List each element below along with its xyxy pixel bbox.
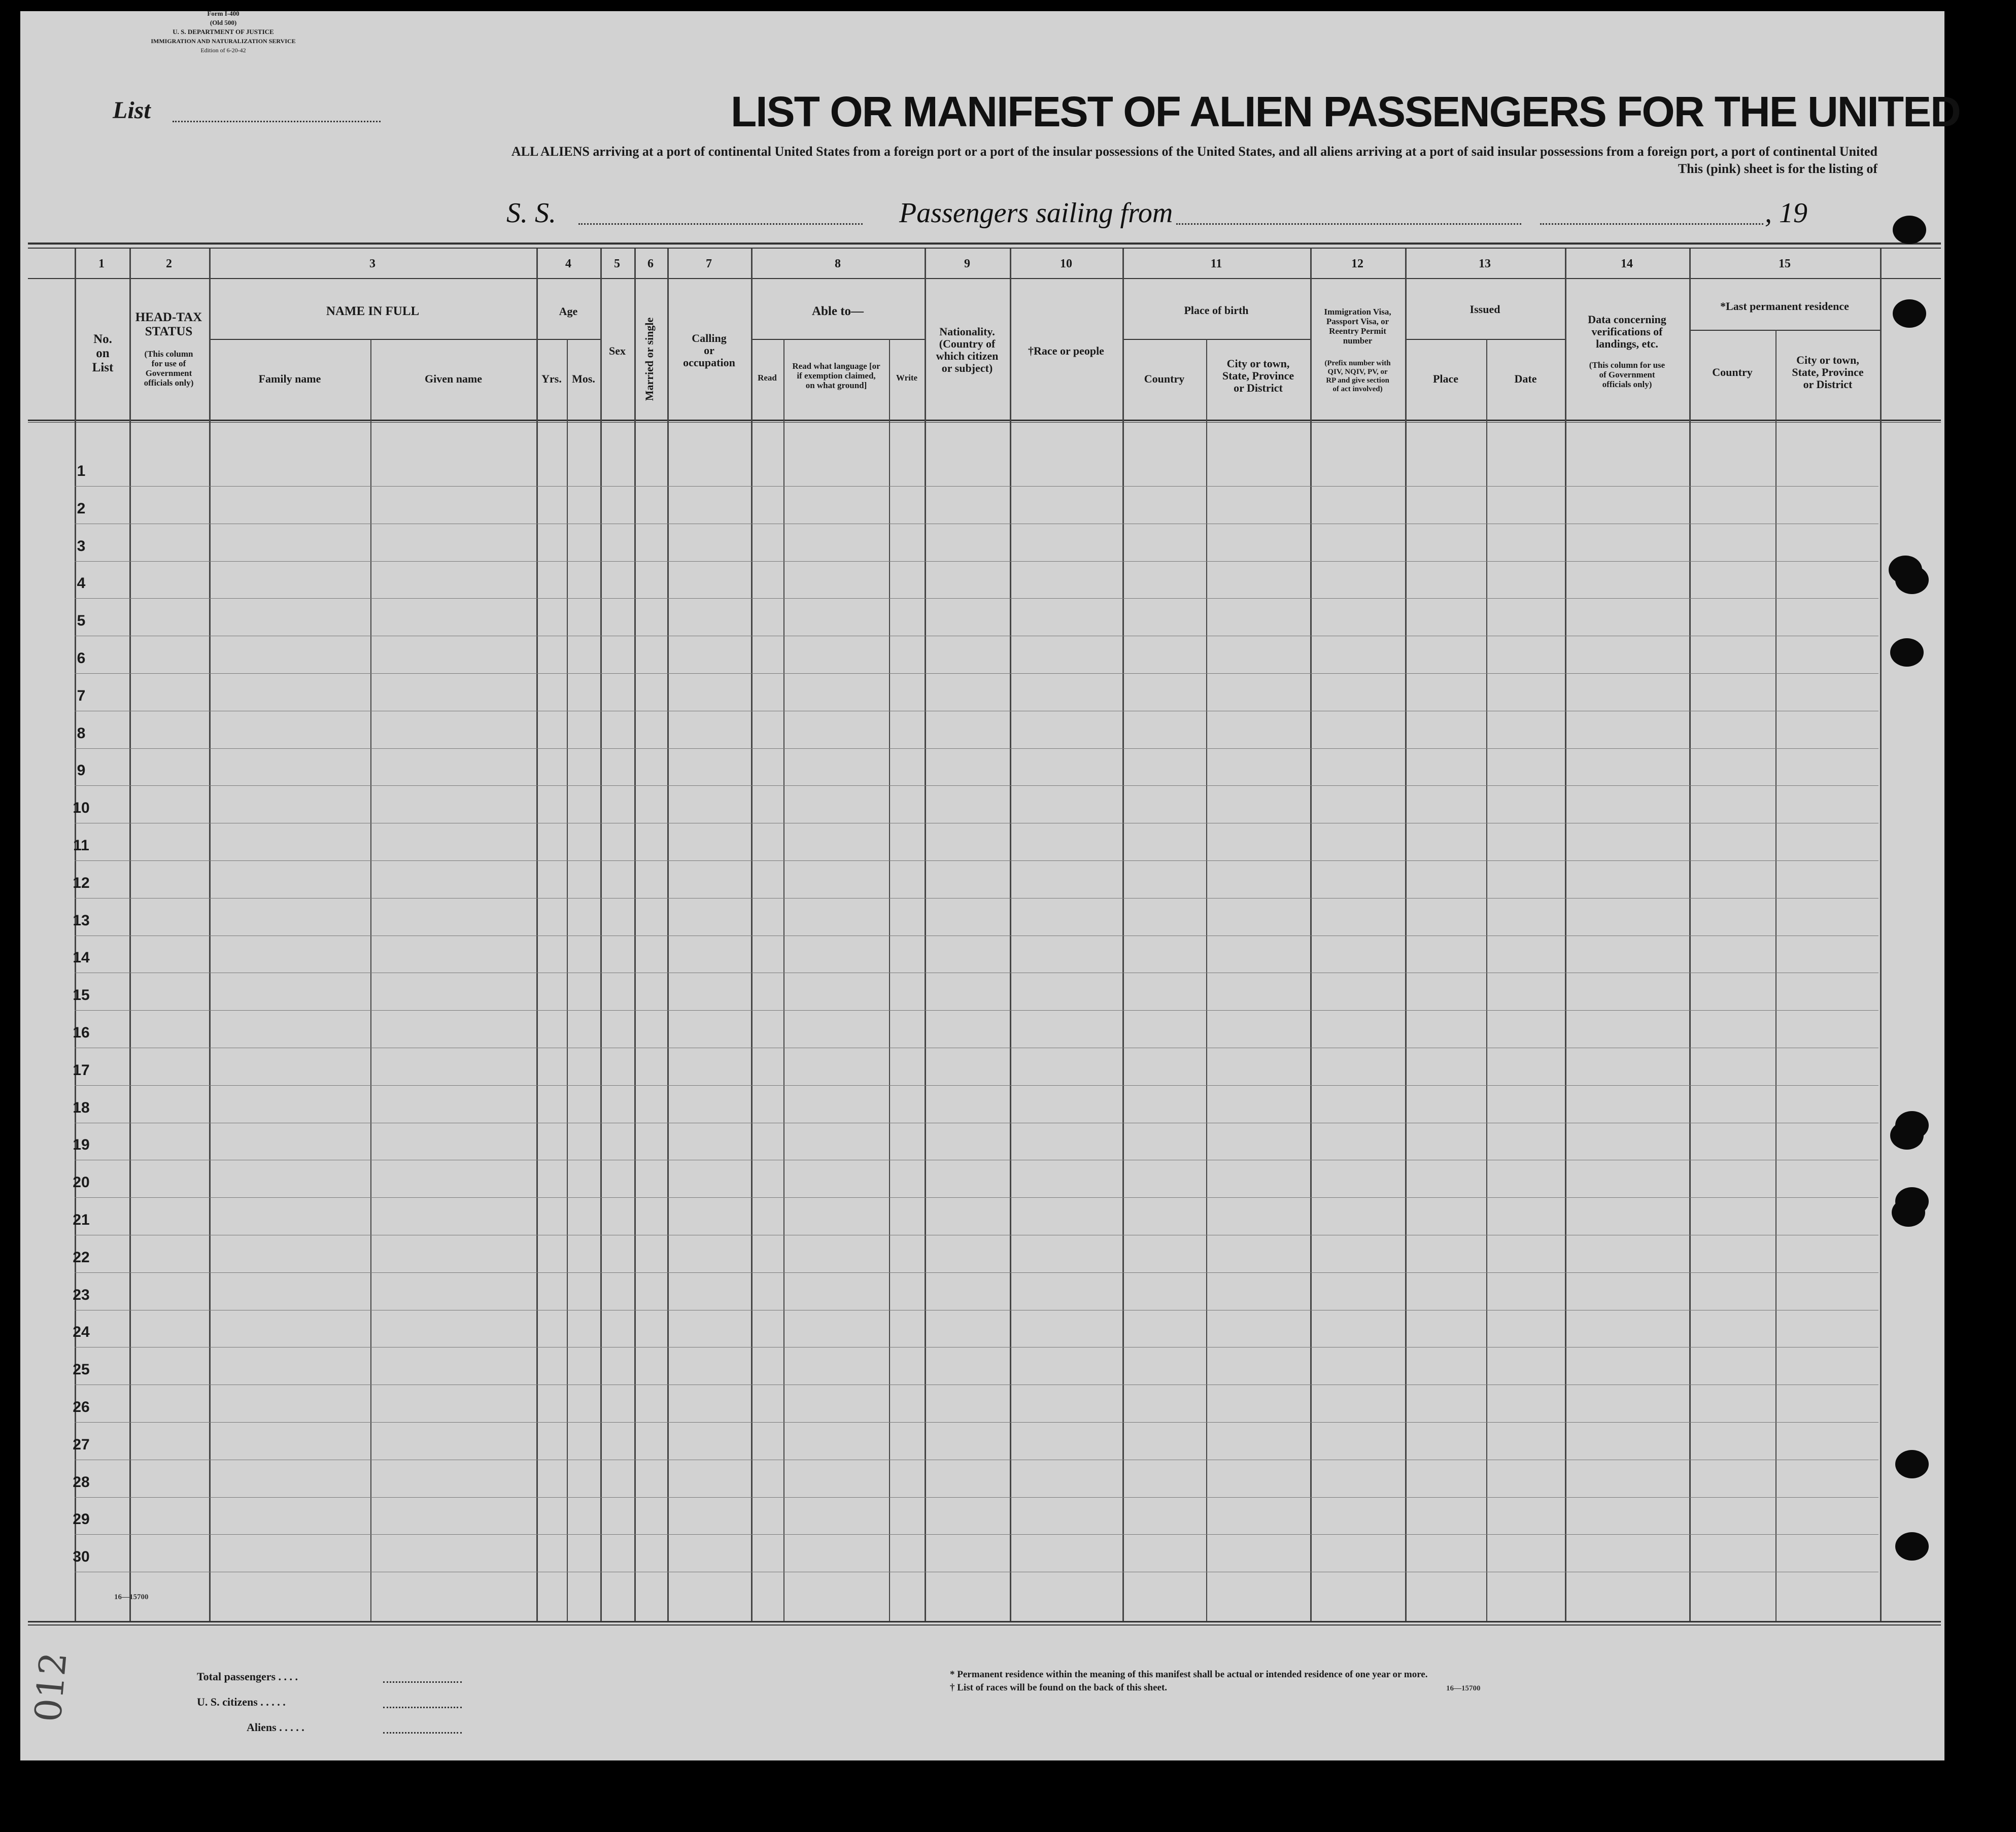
column-divider: [667, 249, 669, 1621]
table-row[interactable]: [75, 785, 1878, 786]
header-head-tax-note: (This column for use of Government officials only): [144, 349, 194, 388]
table-row[interactable]: [75, 598, 1878, 599]
row-number: 2: [77, 500, 86, 517]
header-visa-note: (Prefix number with QIV, NQIV, PV, or RP and give section of act involved): [1324, 359, 1391, 393]
column-number: 8: [835, 257, 841, 270]
row-number: 23: [73, 1286, 90, 1303]
handwritten-mark: 012: [26, 1650, 75, 1724]
column-divider: [209, 249, 211, 1621]
header-data-concerning: Data concerning verifications of landings, etc.: [1588, 313, 1666, 350]
table-row[interactable]: [75, 1272, 1878, 1273]
header-date: Date: [1514, 372, 1537, 385]
top-rule: [28, 248, 1941, 249]
header-family-name: Family name: [258, 372, 321, 385]
row-number: 15: [73, 987, 90, 1004]
header-read-what-language: Read what language [or if exemption claimed, on what ground]: [792, 361, 880, 390]
table-row[interactable]: [75, 1534, 1878, 1535]
column-divider: [1405, 249, 1407, 1621]
subcolumn-divider: [567, 339, 568, 1621]
subheader-rule: [751, 339, 925, 340]
us-citizens-line[interactable]: [383, 1707, 462, 1708]
table-row[interactable]: [75, 1085, 1878, 1086]
row-number: 16: [73, 1024, 90, 1041]
column-number: 14: [1621, 257, 1633, 270]
list-entry-line[interactable]: [173, 121, 381, 122]
header-yrs: Yrs.: [541, 372, 562, 385]
header-lr-city: City or town, State, Province or District: [1792, 354, 1864, 391]
total-passengers-text: Total passengers: [197, 1670, 276, 1683]
aliens-text: Aliens: [247, 1721, 277, 1734]
subcolumn-divider: [370, 339, 371, 1621]
header-age: Age: [559, 305, 578, 318]
departure-date-line[interactable]: [1540, 223, 1763, 225]
header-nationality: Nationality. (Country of which citizen or subject): [936, 325, 999, 374]
column-number: 11: [1210, 257, 1222, 270]
table-row[interactable]: [75, 486, 1878, 487]
edition-date: Edition of 6-20-42: [200, 47, 246, 54]
column-divider: [129, 249, 131, 1621]
header-calling: Calling or occupation: [683, 332, 735, 369]
total-passengers-label: Total passengers . . . .: [197, 1670, 298, 1683]
column-divider: [925, 249, 926, 1621]
header-sex: Sex: [609, 344, 626, 357]
table-row[interactable]: [75, 860, 1878, 861]
header-married-or-single: Married or single: [643, 317, 656, 401]
aliens-line[interactable]: [383, 1732, 462, 1734]
column-number: 12: [1351, 257, 1363, 270]
total-passengers-line[interactable]: [383, 1681, 462, 1683]
subtitle: [325, 143, 1877, 178]
row-number: 13: [73, 912, 90, 929]
manifest-sheet: [20, 11, 1960, 1760]
punch-hole: [1893, 216, 1926, 244]
row-number: 14: [73, 949, 90, 966]
row-number: 6: [77, 650, 86, 667]
header-mos: Mos.: [572, 372, 595, 385]
punch-hole: [1895, 566, 1929, 594]
footnote-races: † List of races will be found on the back of this sheet.: [950, 1682, 1168, 1693]
header-bottom-rule: [28, 420, 1941, 421]
header-visa: Immigration Visa, Passport Visa, or Reentry Permit number: [1324, 307, 1391, 345]
column-divider: [1010, 249, 1011, 1621]
row-number: 17: [73, 1061, 90, 1079]
top-rule: [28, 243, 1941, 245]
table-row[interactable]: [75, 748, 1878, 749]
row-number: 22: [73, 1249, 90, 1266]
subheader-rule: [1689, 330, 1880, 331]
row-number: 10: [73, 800, 90, 817]
subheader-rule: [209, 339, 536, 340]
header-given-name: Given name: [424, 372, 483, 385]
header-bottom-rule: [28, 422, 1941, 423]
footnote-residence: * Permanent residence within the meaning of this manifest shall be actual or intended residence of one year or more.: [950, 1669, 1428, 1680]
row-number: 20: [73, 1174, 90, 1191]
form-identification: [124, 9, 322, 55]
header-country: Country: [1144, 372, 1185, 385]
row-number: 29: [73, 1511, 90, 1528]
form-number: Form I-400: [207, 10, 240, 17]
header-head-tax-status: HEAD-TAX STATUS: [135, 310, 202, 338]
row-number: 24: [73, 1324, 90, 1341]
subcolumn-divider: [1206, 339, 1207, 1621]
footnote-code: 16—15700: [1446, 1684, 1481, 1692]
punch-hole: [1895, 1450, 1929, 1478]
row-number: 28: [73, 1473, 90, 1491]
list-label: List: [113, 97, 151, 124]
table-row[interactable]: [75, 1497, 1878, 1498]
table-row[interactable]: [75, 1197, 1878, 1198]
row-number: 8: [77, 724, 86, 742]
bottom-rule: [28, 1624, 1941, 1626]
bottom-rule: [28, 1621, 1941, 1622]
us-citizens-text: U. S. citizens: [197, 1696, 258, 1708]
row-number: 11: [73, 837, 89, 854]
column-number-rule: [28, 278, 1941, 279]
header-write: Write: [896, 373, 918, 383]
row-number: 4: [77, 575, 86, 592]
row-number: 18: [73, 1099, 90, 1116]
column-number: 10: [1060, 257, 1072, 270]
page-title: LIST OR MANIFEST OF ALIEN PASSENGERS FOR THE UNITED: [731, 88, 1960, 135]
header-data-note: (This column for use of Government officials only): [1589, 360, 1665, 389]
table-row[interactable]: [75, 1422, 1878, 1423]
column-number: 5: [614, 257, 620, 270]
column-divider: [600, 249, 602, 1621]
row-number: 5: [77, 612, 86, 630]
column-number: 9: [964, 257, 970, 270]
subcolumn-divider: [783, 339, 784, 1621]
punch-hole: [1893, 299, 1926, 328]
table-row[interactable]: [75, 673, 1878, 674]
header-issued: Issued: [1470, 303, 1500, 316]
column-divider: [1689, 249, 1691, 1621]
ship-name-line[interactable]: [578, 223, 863, 225]
column-divider: [1122, 249, 1124, 1621]
subcolumn-divider: [1486, 339, 1487, 1621]
header-place: Place: [1432, 372, 1459, 385]
aliens-label: Aliens . . . . .: [247, 1721, 304, 1734]
subtitle-line-2: This (pink) sheet is for the listing of: [1678, 161, 1877, 176]
row-number: 7: [77, 687, 86, 704]
column-divider: [634, 249, 636, 1621]
column-divider: [536, 249, 538, 1621]
service-name: IMMIGRATION AND NATURALIZATION SERVICE: [151, 38, 296, 45]
header-city-town: City or town, State, Province or District: [1222, 357, 1294, 394]
row-number: 3: [77, 537, 86, 555]
row-number: 19: [73, 1136, 90, 1154]
departure-port-line[interactable]: [1176, 223, 1521, 225]
row-number: 26: [73, 1399, 90, 1415]
column-divider: [1565, 249, 1566, 1621]
column-number: 13: [1479, 257, 1491, 270]
header-able-to: Able to—: [811, 304, 864, 318]
us-citizens-label: U. S. citizens . . . . .: [197, 1696, 286, 1708]
row-number: 12: [73, 874, 90, 891]
department-name: U. S. DEPARTMENT OF JUSTICE: [173, 28, 274, 36]
subheader-rule: [1405, 339, 1565, 340]
table-row[interactable]: [75, 1010, 1878, 1011]
subtitle-line-1: ALL ALIENS arriving at a port of continental United States from a foreign port or a port of the insular possessions of the United States, and all aliens arriving at a port of said insular possessions from a foreign port, a port of continental United: [511, 144, 1877, 159]
column-number: 15: [1779, 257, 1791, 270]
sailing-label: Passengers sailing from: [899, 197, 1173, 229]
subcolumn-divider: [889, 339, 890, 1621]
column-divider: [1880, 249, 1882, 1621]
column-number: 4: [565, 257, 571, 270]
row-number: 21: [73, 1212, 90, 1228]
column-number: 3: [369, 257, 375, 270]
subheader-rule: [536, 339, 600, 340]
year-label: , 19: [1765, 197, 1807, 229]
row-number: 30: [73, 1548, 90, 1566]
row-number: 9: [77, 762, 86, 779]
column-number: 2: [166, 257, 172, 270]
row-number: 27: [73, 1436, 90, 1453]
punch-hole: [1890, 1121, 1924, 1150]
header-read: Read: [758, 373, 777, 383]
punch-hole: [1895, 1532, 1929, 1561]
header-no-on-list: No. on List: [92, 332, 114, 374]
column-divider: [1310, 249, 1312, 1621]
punch-hole: [1890, 638, 1924, 667]
column-number: 1: [98, 257, 105, 270]
ss-label: S. S.: [506, 197, 556, 229]
row-number: 1: [77, 463, 86, 479]
header-last-residence: *Last permanent residence: [1720, 300, 1849, 313]
table-row[interactable]: [75, 561, 1878, 562]
punch-hole: [1892, 1198, 1925, 1227]
header-place-of-birth: Place of birth: [1184, 304, 1249, 317]
row-number: 25: [73, 1361, 90, 1378]
header-race: †Race or people: [1028, 344, 1104, 357]
column-divider: [751, 249, 753, 1621]
header-name-in-full: NAME IN FULL: [326, 304, 420, 318]
column-number: 6: [647, 257, 654, 270]
column-number: 7: [706, 257, 712, 270]
printer-code: 16—15700: [114, 1593, 149, 1601]
header-lr-country: Country: [1712, 366, 1753, 378]
subheader-rule: [1122, 339, 1310, 340]
form-old-number: (Old 500): [210, 19, 237, 26]
